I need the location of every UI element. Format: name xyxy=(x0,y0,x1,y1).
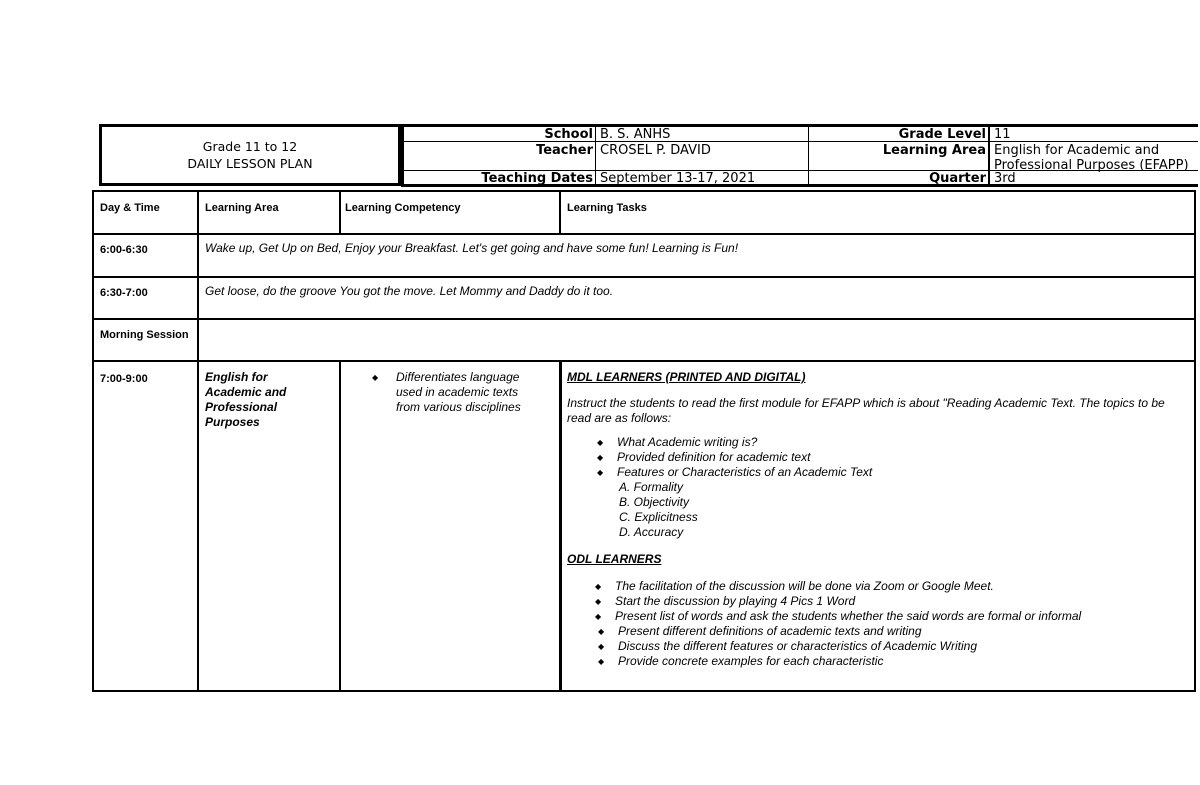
mdl-subtopics xyxy=(619,480,1192,540)
learning-area-label: Learning Area xyxy=(882,143,986,158)
school-value: B. S. ANHS xyxy=(600,127,671,142)
column-header-learning-area: Learning Area xyxy=(205,202,279,214)
divider xyxy=(339,361,341,690)
teacher-value: CROSEL P. DAVID xyxy=(600,143,711,158)
odl-heading: ODL LEARNERS xyxy=(567,552,662,566)
list-item: ◆ Features or Characteristics of an Academic Text xyxy=(617,465,1192,480)
divider xyxy=(559,192,561,234)
divider xyxy=(339,192,341,234)
subtopic: C. Explicitness xyxy=(619,510,698,524)
row-text: Get loose, do the groove You got the move. Let Mommy and Daddy do it too. xyxy=(205,284,614,298)
list-item: ◆ Start the discussion by playing 4 Pics 1 Word xyxy=(615,594,1192,609)
morning-session-label: Morning Session xyxy=(100,329,189,341)
title-line-1: Grade 11 to 12 xyxy=(202,139,298,154)
area-line: Purposes xyxy=(205,415,260,429)
column-header-learning-tasks: Learning Tasks xyxy=(567,202,647,214)
subtopic: D. Accuracy xyxy=(619,525,684,539)
lesson-schedule-table xyxy=(92,190,1196,692)
learning-area-cell xyxy=(205,370,286,430)
header-info-table xyxy=(401,124,1198,187)
grade-level-value: 11 xyxy=(994,127,1011,142)
divider xyxy=(94,318,1194,320)
divider xyxy=(94,276,1194,278)
learning-tasks-cell xyxy=(567,370,1192,669)
divider xyxy=(561,361,562,690)
odl-list xyxy=(615,579,1192,669)
list-item: ◆ Provide concrete examples for each characteristic xyxy=(618,654,1192,669)
teacher-label: Teacher xyxy=(536,143,593,158)
divider xyxy=(990,141,1198,142)
area-line: Academic and xyxy=(205,385,287,399)
mdl-topic-list xyxy=(617,435,1192,480)
learning-area-value-line-1: English for Academic and xyxy=(994,143,1160,158)
list-item: ◆ Provided definition for academic text xyxy=(617,450,1192,465)
area-line: Professional xyxy=(205,400,278,414)
teaching-dates-value: September 13-17, 2021 xyxy=(600,171,756,186)
learning-area-value-line-2: Professional Purposes (EFAPP) xyxy=(994,158,1189,173)
school-label: School xyxy=(544,127,593,142)
area-line: English for xyxy=(205,370,268,384)
time-7-00: 7:00-9:00 xyxy=(100,373,148,385)
competency-line: Differentiates language xyxy=(396,370,520,384)
time-6-30: 6:30-7:00 xyxy=(100,287,148,299)
quarter-value: 3rd xyxy=(994,171,1016,186)
divider xyxy=(595,127,596,184)
competency-line: from various disciplines xyxy=(396,400,521,414)
list-item: ◆ What Academic writing is? xyxy=(617,435,1192,450)
competency-cell xyxy=(372,370,521,415)
list-item: ◆ The facilitation of the discussion will be done via Zoom or Google Meet. xyxy=(615,579,1192,594)
list-item: ◆ Discuss the different features or characteristics of Academic Writing xyxy=(618,639,1192,654)
row-text: Wake up, Get Up on Bed, Enjoy your Breakfast. Let's get going and have some fun! Learning is Fun! xyxy=(205,241,739,255)
list-item: ◆ Present different definitions of academic texts and writing xyxy=(618,624,1192,639)
subtopic: A. Formality xyxy=(619,480,684,494)
lesson-plan-title xyxy=(99,124,401,186)
list-item: ◆ Present list of words and ask the students whether the said words are formal or informal xyxy=(615,609,1192,624)
divider xyxy=(197,192,199,690)
column-header-day-time: Day & Time xyxy=(100,202,160,214)
subtopic: B. Objectivity xyxy=(619,495,690,509)
divider xyxy=(988,127,990,184)
divider xyxy=(94,360,1194,362)
mdl-heading: MDL LEARNERS (PRINTED AND DIGITAL) xyxy=(567,370,806,384)
grade-level-label: Grade Level xyxy=(898,127,986,142)
bullet-icon: ◆ xyxy=(372,373,379,382)
divider xyxy=(94,233,1194,235)
column-header-learning-competency: Learning Competency xyxy=(345,202,461,214)
quarter-label: Quarter xyxy=(929,171,986,186)
teaching-dates-label: Teaching Dates xyxy=(481,171,593,186)
competency-line: used in academic texts xyxy=(396,385,519,399)
learning-area-value xyxy=(994,143,1189,173)
time-6-00: 6:00-6:30 xyxy=(100,244,148,256)
mdl-intro: Instruct the students to read the first module for EFAPP which is about "Reading Academic Text. The topics to be read are as follows: xyxy=(567,396,1165,425)
title-line-2: DAILY LESSON PLAN xyxy=(187,156,313,171)
